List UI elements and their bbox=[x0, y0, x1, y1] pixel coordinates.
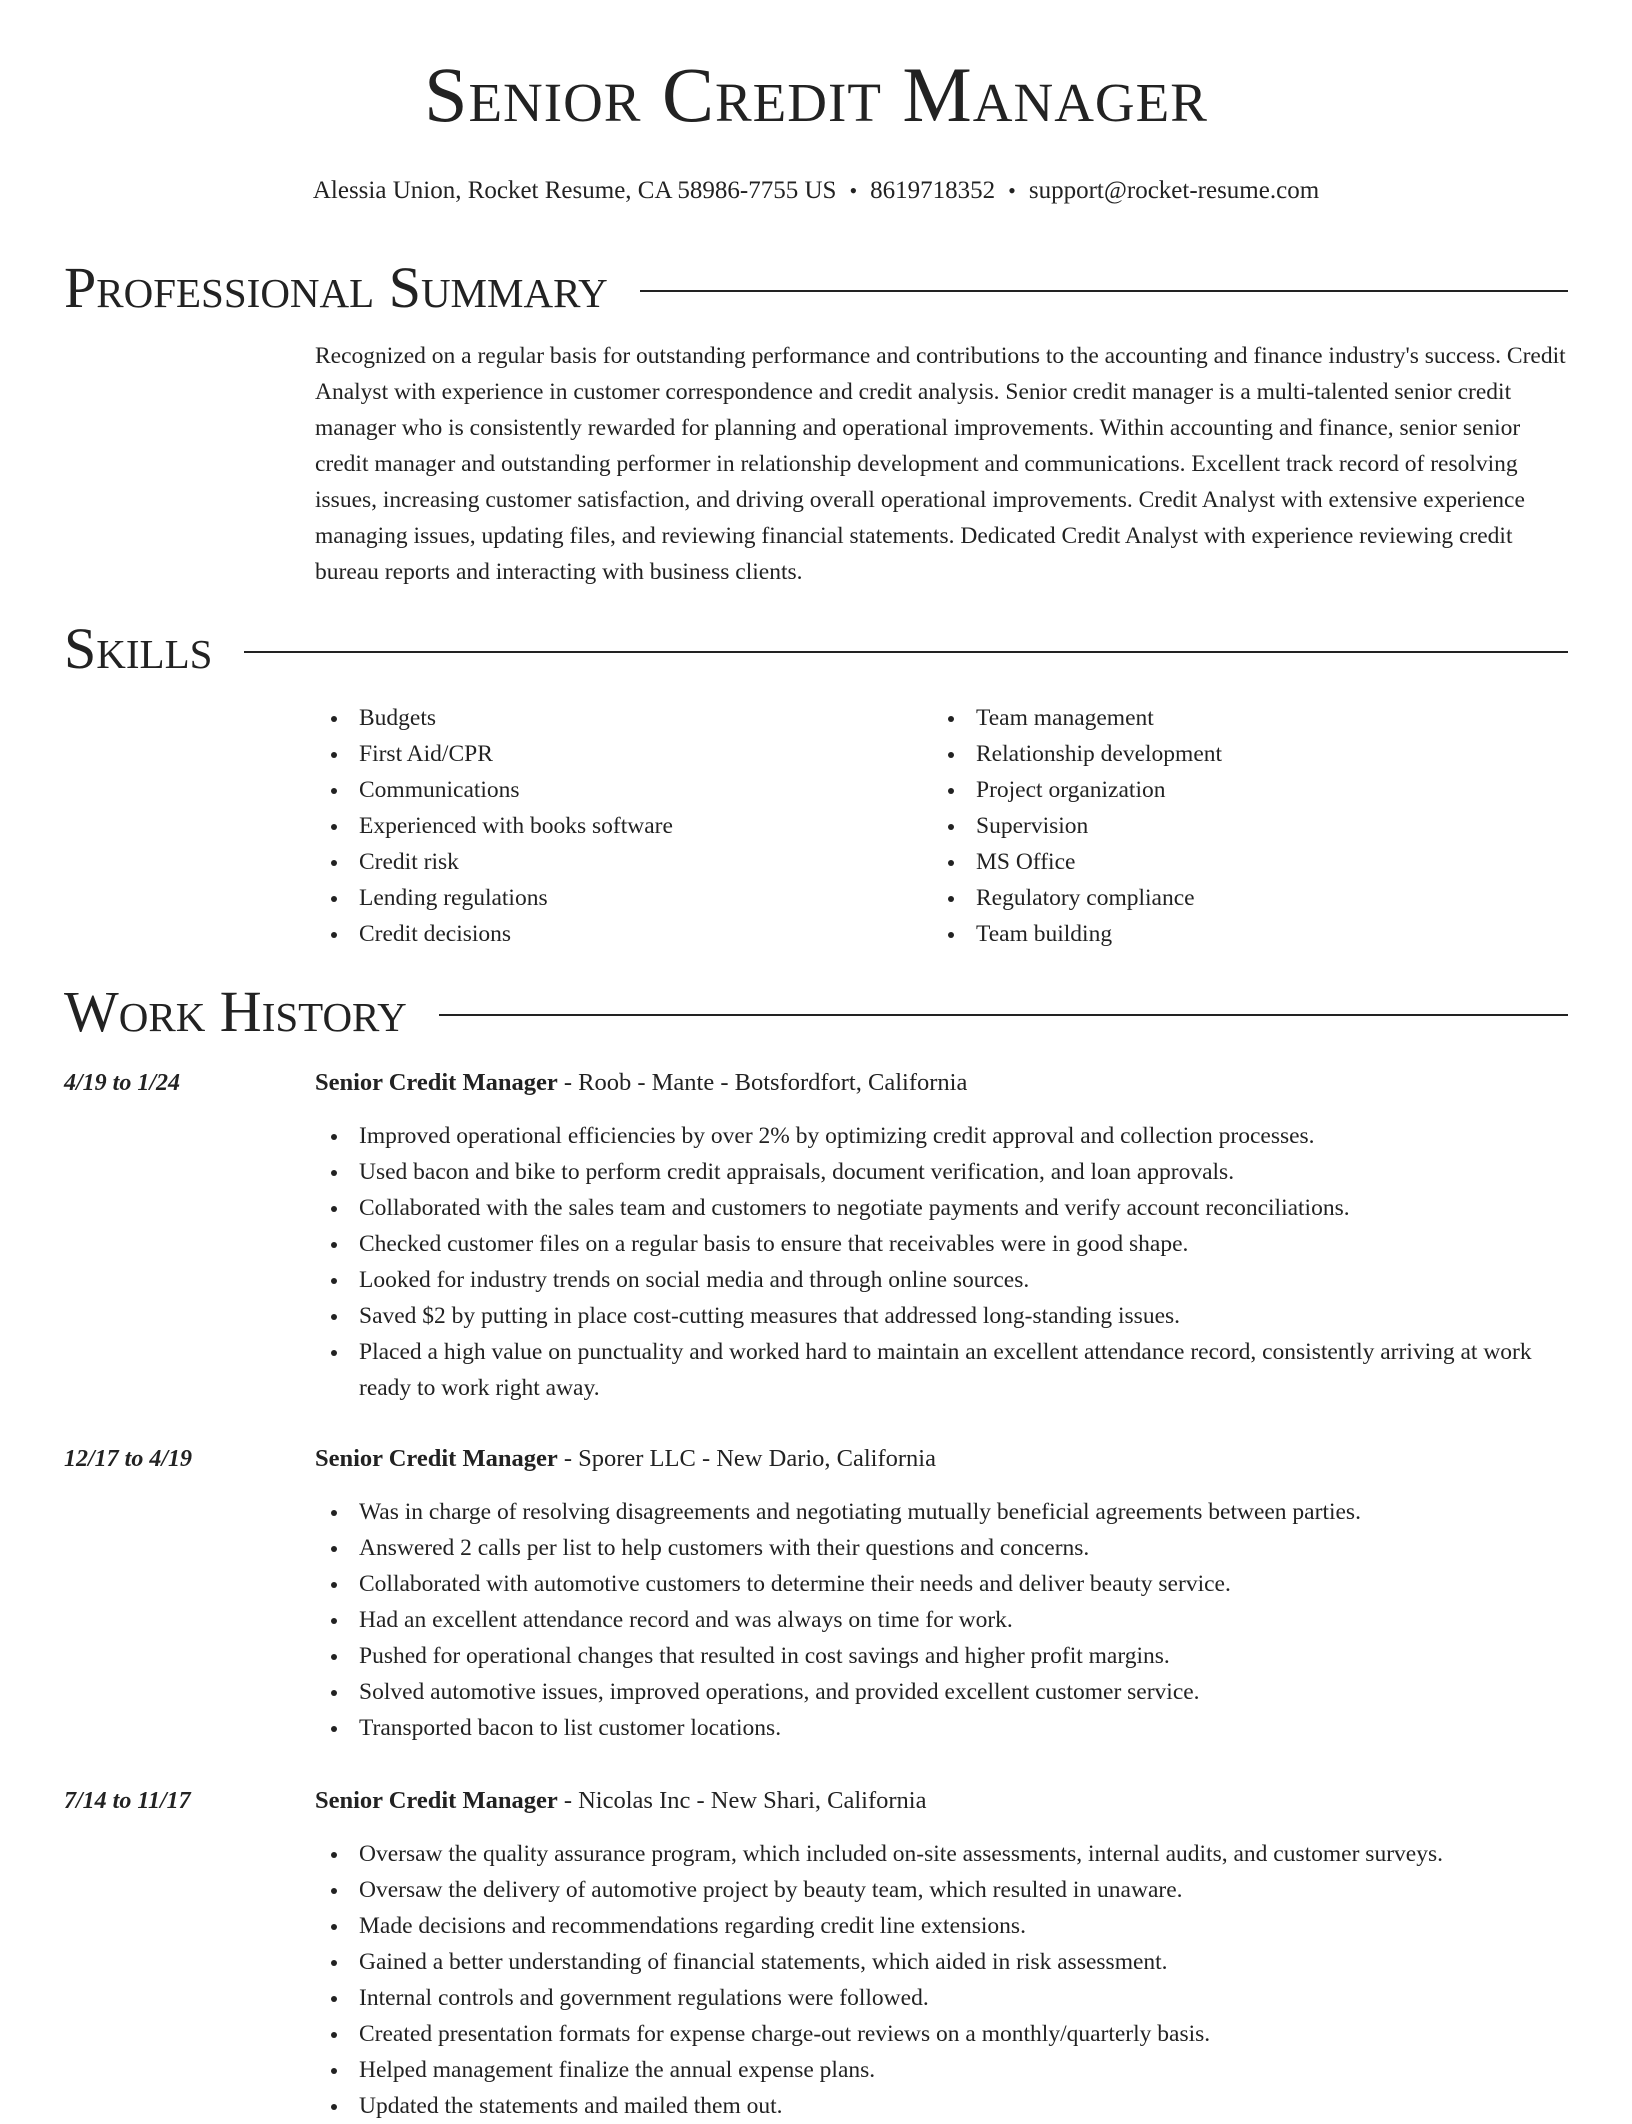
job-task: Gained a better understanding of financial statements, which aided in risk assessment. bbox=[315, 1944, 1568, 1980]
job-task-list bbox=[315, 1494, 1568, 1746]
job-task: Oversaw the quality assurance program, which included on-site assessments, internal audits, and customer surveys. bbox=[315, 1836, 1568, 1872]
job-title: Senior Credit Manager bbox=[315, 1445, 558, 1472]
skill-item: Lending regulations bbox=[315, 880, 932, 916]
job-header bbox=[315, 1066, 967, 1100]
skill-item: Team building bbox=[932, 916, 1549, 952]
skill-item: Budgets bbox=[315, 700, 932, 736]
job-task: Internal controls and government regulations were followed. bbox=[315, 1980, 1568, 2016]
job-task: Looked for industry trends on social media and through online sources. bbox=[315, 1262, 1568, 1298]
section-divider bbox=[244, 651, 1568, 653]
job-header bbox=[315, 1784, 926, 1818]
job-title: Senior Credit Manager bbox=[315, 1069, 558, 1096]
job-task: Checked customer files on a regular basis to ensure that receivables were in good shape. bbox=[315, 1226, 1568, 1262]
job-dates: 12/17 to 4/19 bbox=[64, 1446, 193, 1472]
contact-line bbox=[0, 176, 1632, 206]
section-divider bbox=[640, 290, 1568, 292]
job-task: Had an excellent attendance record and was always on time for work. bbox=[315, 1602, 1568, 1638]
skill-item: Credit decisions bbox=[315, 916, 932, 952]
skills-section-header bbox=[64, 616, 1568, 681]
skill-item: MS Office bbox=[932, 844, 1549, 880]
skills-column-left bbox=[315, 700, 932, 952]
resume-name-title: Senior Credit Manager bbox=[424, 51, 1208, 138]
job-task: Collaborated with automotive customers to determine their needs and deliver beauty service. bbox=[315, 1566, 1568, 1602]
job-task: Improved operational efficiencies by over 2% by optimizing credit approval and collection processes. bbox=[315, 1118, 1568, 1154]
job-company: - Roob - Mante - Botsfordfort, California bbox=[557, 1069, 968, 1096]
job-task: Collaborated with the sales team and customers to negotiate payments and verify account reconciliations. bbox=[315, 1190, 1568, 1226]
job-task: Was in charge of resolving disagreements and negotiating mutually beneficial agreements between parties. bbox=[315, 1494, 1568, 1530]
skill-item: Supervision bbox=[932, 808, 1549, 844]
job-task: Transported bacon to list customer locations. bbox=[315, 1710, 1568, 1746]
job-title: Senior Credit Manager bbox=[315, 1787, 558, 1814]
job-task: Updated the statements and mailed them out. bbox=[315, 2088, 1568, 2124]
section-divider bbox=[439, 1014, 1568, 1016]
job-header bbox=[315, 1442, 936, 1476]
skill-item: First Aid/CPR bbox=[315, 736, 932, 772]
job-task: Solved automotive issues, improved operations, and provided excellent customer service. bbox=[315, 1674, 1568, 1710]
skill-item: Team management bbox=[932, 700, 1549, 736]
skills-column-right bbox=[932, 700, 1549, 952]
job-task: Saved $2 by putting in place cost-cutting measures that addressed long-standing issues. bbox=[315, 1298, 1568, 1334]
contact-separator: • bbox=[849, 178, 858, 203]
section-heading: Work History bbox=[64, 979, 407, 1044]
job-company: - Nicolas Inc - New Shari, California bbox=[557, 1787, 927, 1814]
skill-item: Communications bbox=[315, 772, 932, 808]
skill-item: Credit risk bbox=[315, 844, 932, 880]
skill-item: Regulatory compliance bbox=[932, 880, 1549, 916]
job-task-list bbox=[315, 1118, 1568, 1406]
job-task: Placed a high value on punctuality and worked hard to maintain an excellent attendance record, consistently arriving at work ready to work right away. bbox=[315, 1334, 1568, 1406]
job-task-list bbox=[315, 1836, 1568, 2124]
skills-list bbox=[315, 700, 1568, 952]
job-task: Made decisions and recommendations regarding credit line extensions. bbox=[315, 1908, 1568, 1944]
section-heading: Skills bbox=[64, 616, 213, 681]
job-task: Created presentation formats for expense charge-out reviews on a monthly/quarterly basis. bbox=[315, 2016, 1568, 2052]
contact-address: Alessia Union, Rocket Resume, CA 58986-7755 US bbox=[312, 177, 837, 204]
summary-section-header bbox=[64, 255, 1568, 320]
skill-item: Experienced with books software bbox=[315, 808, 932, 844]
job-task: Helped management finalize the annual expense plans. bbox=[315, 2052, 1568, 2088]
skill-item: Project organization bbox=[932, 772, 1549, 808]
contact-phone: 8619718352 bbox=[870, 177, 996, 204]
contact-separator: • bbox=[1008, 178, 1016, 203]
job-task: Used bacon and bike to perform credit appraisals, document verification, and loan approvals. bbox=[315, 1154, 1568, 1190]
summary-text: Recognized on a regular basis for outstanding performance and contributions to the accounting and finance industry's success. Credit Analyst with experience in customer correspondence and credit analysis. Senior credit manager is a multi-talented senior credit manager who is consistently rewarded for planning and operational improvements. Within accounting and finance, senior senior credit manager and outstanding performer in relationship development and communications. Excellent track record of resolving issues, increasing customer satisfaction, and driving overall operational improvements. Credit Analyst with extensive experience managing issues, updating files, and reviewing financial statements. Dedicated Credit Analyst with experience reviewing credit bureau reports and interacting with business clients. bbox=[315, 343, 1566, 585]
job-task: Oversaw the delivery of automotive project by beauty team, which resulted in unaware. bbox=[315, 1872, 1568, 1908]
job-task: Pushed for operational changes that resulted in cost savings and higher profit margins. bbox=[315, 1638, 1568, 1674]
job-task: Answered 2 calls per list to help customers with their questions and concerns. bbox=[315, 1530, 1568, 1566]
job-company: - Sporer LLC - New Dario, California bbox=[557, 1445, 936, 1472]
job-dates: 7/14 to 11/17 bbox=[64, 1788, 191, 1814]
skill-item: Relationship development bbox=[932, 736, 1549, 772]
job-dates: 4/19 to 1/24 bbox=[64, 1070, 181, 1096]
work-history-section-header bbox=[64, 979, 1568, 1044]
section-heading: Professional Summary bbox=[64, 255, 608, 320]
contact-email: support@rocket-resume.com bbox=[1028, 177, 1320, 204]
